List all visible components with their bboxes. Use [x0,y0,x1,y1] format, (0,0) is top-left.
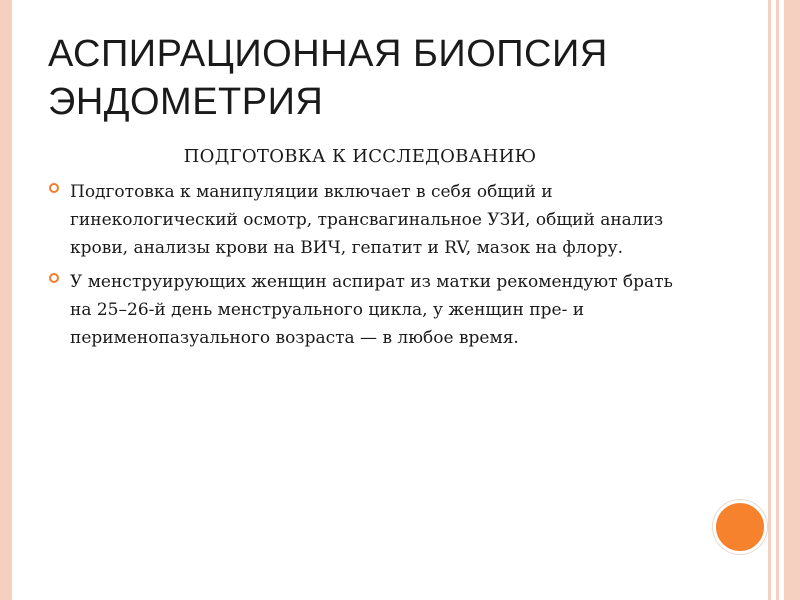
slide-title [48,30,748,126]
slide-subtitle: ПОДГОТОВКА К ИССЛЕДОВАНИЮ [183,146,537,167]
bullet-item [48,178,688,262]
right-border-strip-3 [784,0,800,600]
slide-title-line-1: АСПИРАЦИОННАЯ БИОПСИЯ [48,33,608,75]
bullet-text: У менструирующих женщин аспират из матки рекомендуют брать на 25–26-й день менструального цикла, у женщин пре- и перименопазуального возраста — в любое время. [70,272,673,348]
orange-circle-decoration [713,500,767,554]
circle-bullet-icon [48,182,62,196]
bullet-list [48,178,688,358]
circle-bullet-icon [48,272,62,286]
right-border-strip-1 [768,0,771,600]
right-border-strip-2 [776,0,779,600]
left-border-decoration [0,0,12,600]
bullet-text: Подготовка к манипуляции включает в себя общий и гинекологический осмотр, трансвагинальное УЗИ, общий анализ крови, анализы крови на ВИЧ, гепатит и RV, мазок на флору. [70,182,664,258]
slide-title-line-2: ЭНДОМЕТРИЯ [48,81,324,123]
bullet-item [48,268,688,352]
